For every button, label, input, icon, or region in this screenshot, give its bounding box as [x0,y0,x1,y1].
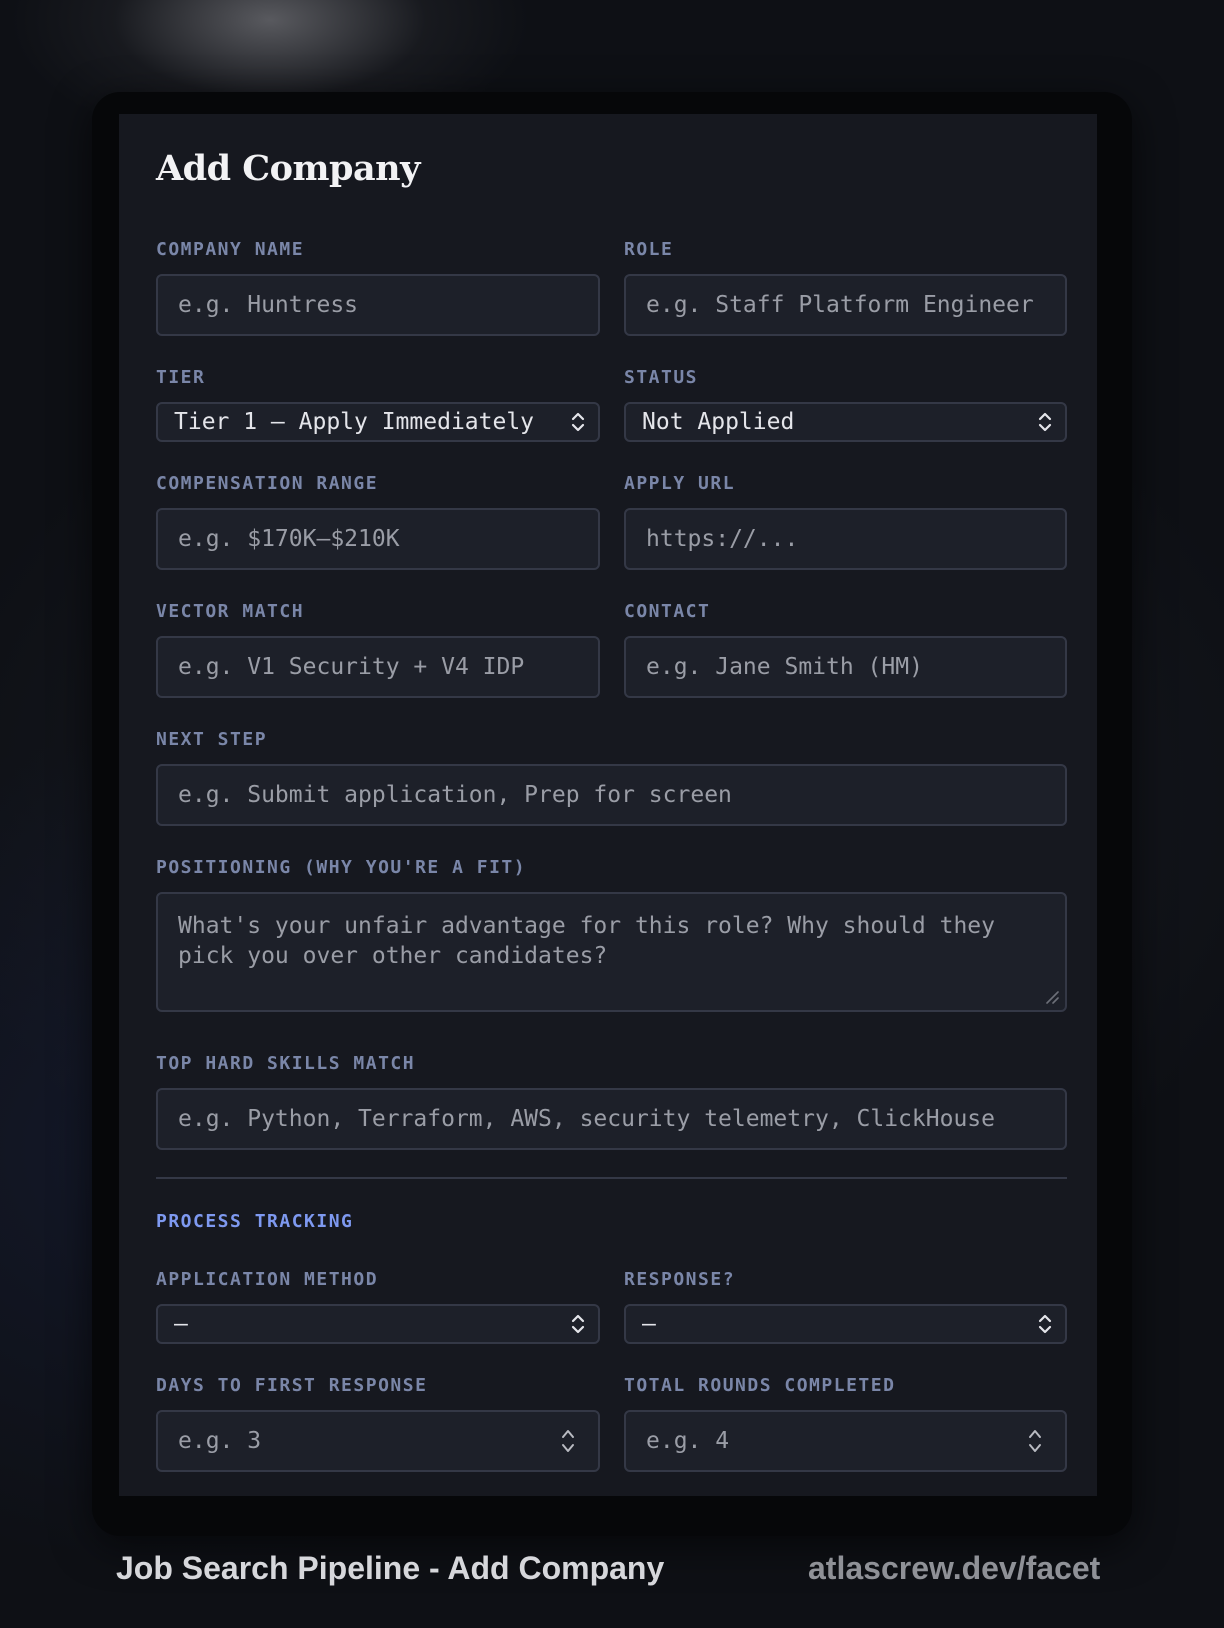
chevron-up-down-icon [570,410,586,434]
response-select[interactable] [624,1304,1067,1344]
application-method-value: — [174,1311,188,1337]
total-rounds-placeholder: e.g. 4 [646,1428,730,1454]
page-title: Add Company [156,148,420,189]
add-company-panel [119,114,1097,1496]
vector-match-input[interactable]: e.g. V1 Security + V4 IDP [156,636,600,698]
role-input[interactable]: e.g. Staff Platform Engineer [624,274,1067,336]
hard-skills-label: TOP HARD SKILLS MATCH [156,1053,416,1074]
contact-input[interactable]: e.g. Jane Smith (HM) [624,636,1067,698]
days-to-response-label: DAYS TO FIRST RESPONSE [156,1375,428,1396]
tier-select-value: Tier 1 — Apply Immediately [174,409,535,435]
status-label: STATUS [624,367,699,388]
compensation-label: COMPENSATION RANGE [156,473,379,494]
company-name-label: COMPANY NAME [156,239,305,260]
application-method-label: APPLICATION METHOD [156,1269,379,1290]
status-select[interactable] [624,402,1067,442]
section-divider [156,1177,1067,1179]
hard-skills-input[interactable]: e.g. Python, Terraform, AWS, security telemetry, ClickHouse [156,1088,1067,1150]
process-tracking-heading: PROCESS TRACKING [156,1211,354,1232]
positioning-textarea[interactable] [156,892,1067,1012]
days-to-response-placeholder: e.g. 3 [178,1428,262,1454]
chevron-up-down-icon [1037,410,1053,434]
application-method-select[interactable] [156,1304,600,1344]
days-to-response-input[interactable] [156,1410,600,1472]
caption-title: Job Search Pipeline - Add Company [116,1550,665,1586]
total-rounds-input[interactable] [624,1410,1067,1472]
apply-url-input[interactable]: https://... [624,508,1067,570]
stepper-icon[interactable] [1027,1427,1043,1455]
chevron-up-down-icon [570,1312,586,1336]
status-select-value: Not Applied [642,409,795,435]
tier-select[interactable] [156,402,600,442]
caption-url: atlascrew.dev/facet [808,1550,1101,1586]
positioning-placeholder: What's your unfair advantage for this role? Why should they pick you over other candidates? [178,913,995,969]
vector-match-label: VECTOR MATCH [156,601,305,622]
compensation-input[interactable]: e.g. $170K–$210K [156,508,600,570]
response-label: RESPONSE? [624,1269,736,1290]
company-name-input[interactable]: e.g. Huntress [156,274,600,336]
response-value: — [642,1311,656,1337]
contact-label: CONTACT [624,601,711,622]
next-step-input[interactable]: e.g. Submit application, Prep for screen [156,764,1067,826]
chevron-up-down-icon [1037,1312,1053,1336]
positioning-label: POSITIONING (WHY YOU'RE A FIT) [156,857,527,878]
resize-grip-icon[interactable] [1043,988,1059,1004]
tier-label: TIER [156,367,206,388]
stepper-icon[interactable] [560,1427,576,1455]
next-step-label: NEXT STEP [156,729,268,750]
role-label: ROLE [624,239,674,260]
apply-url-label: APPLY URL [624,473,736,494]
total-rounds-label: TOTAL ROUNDS COMPLETED [624,1375,896,1396]
